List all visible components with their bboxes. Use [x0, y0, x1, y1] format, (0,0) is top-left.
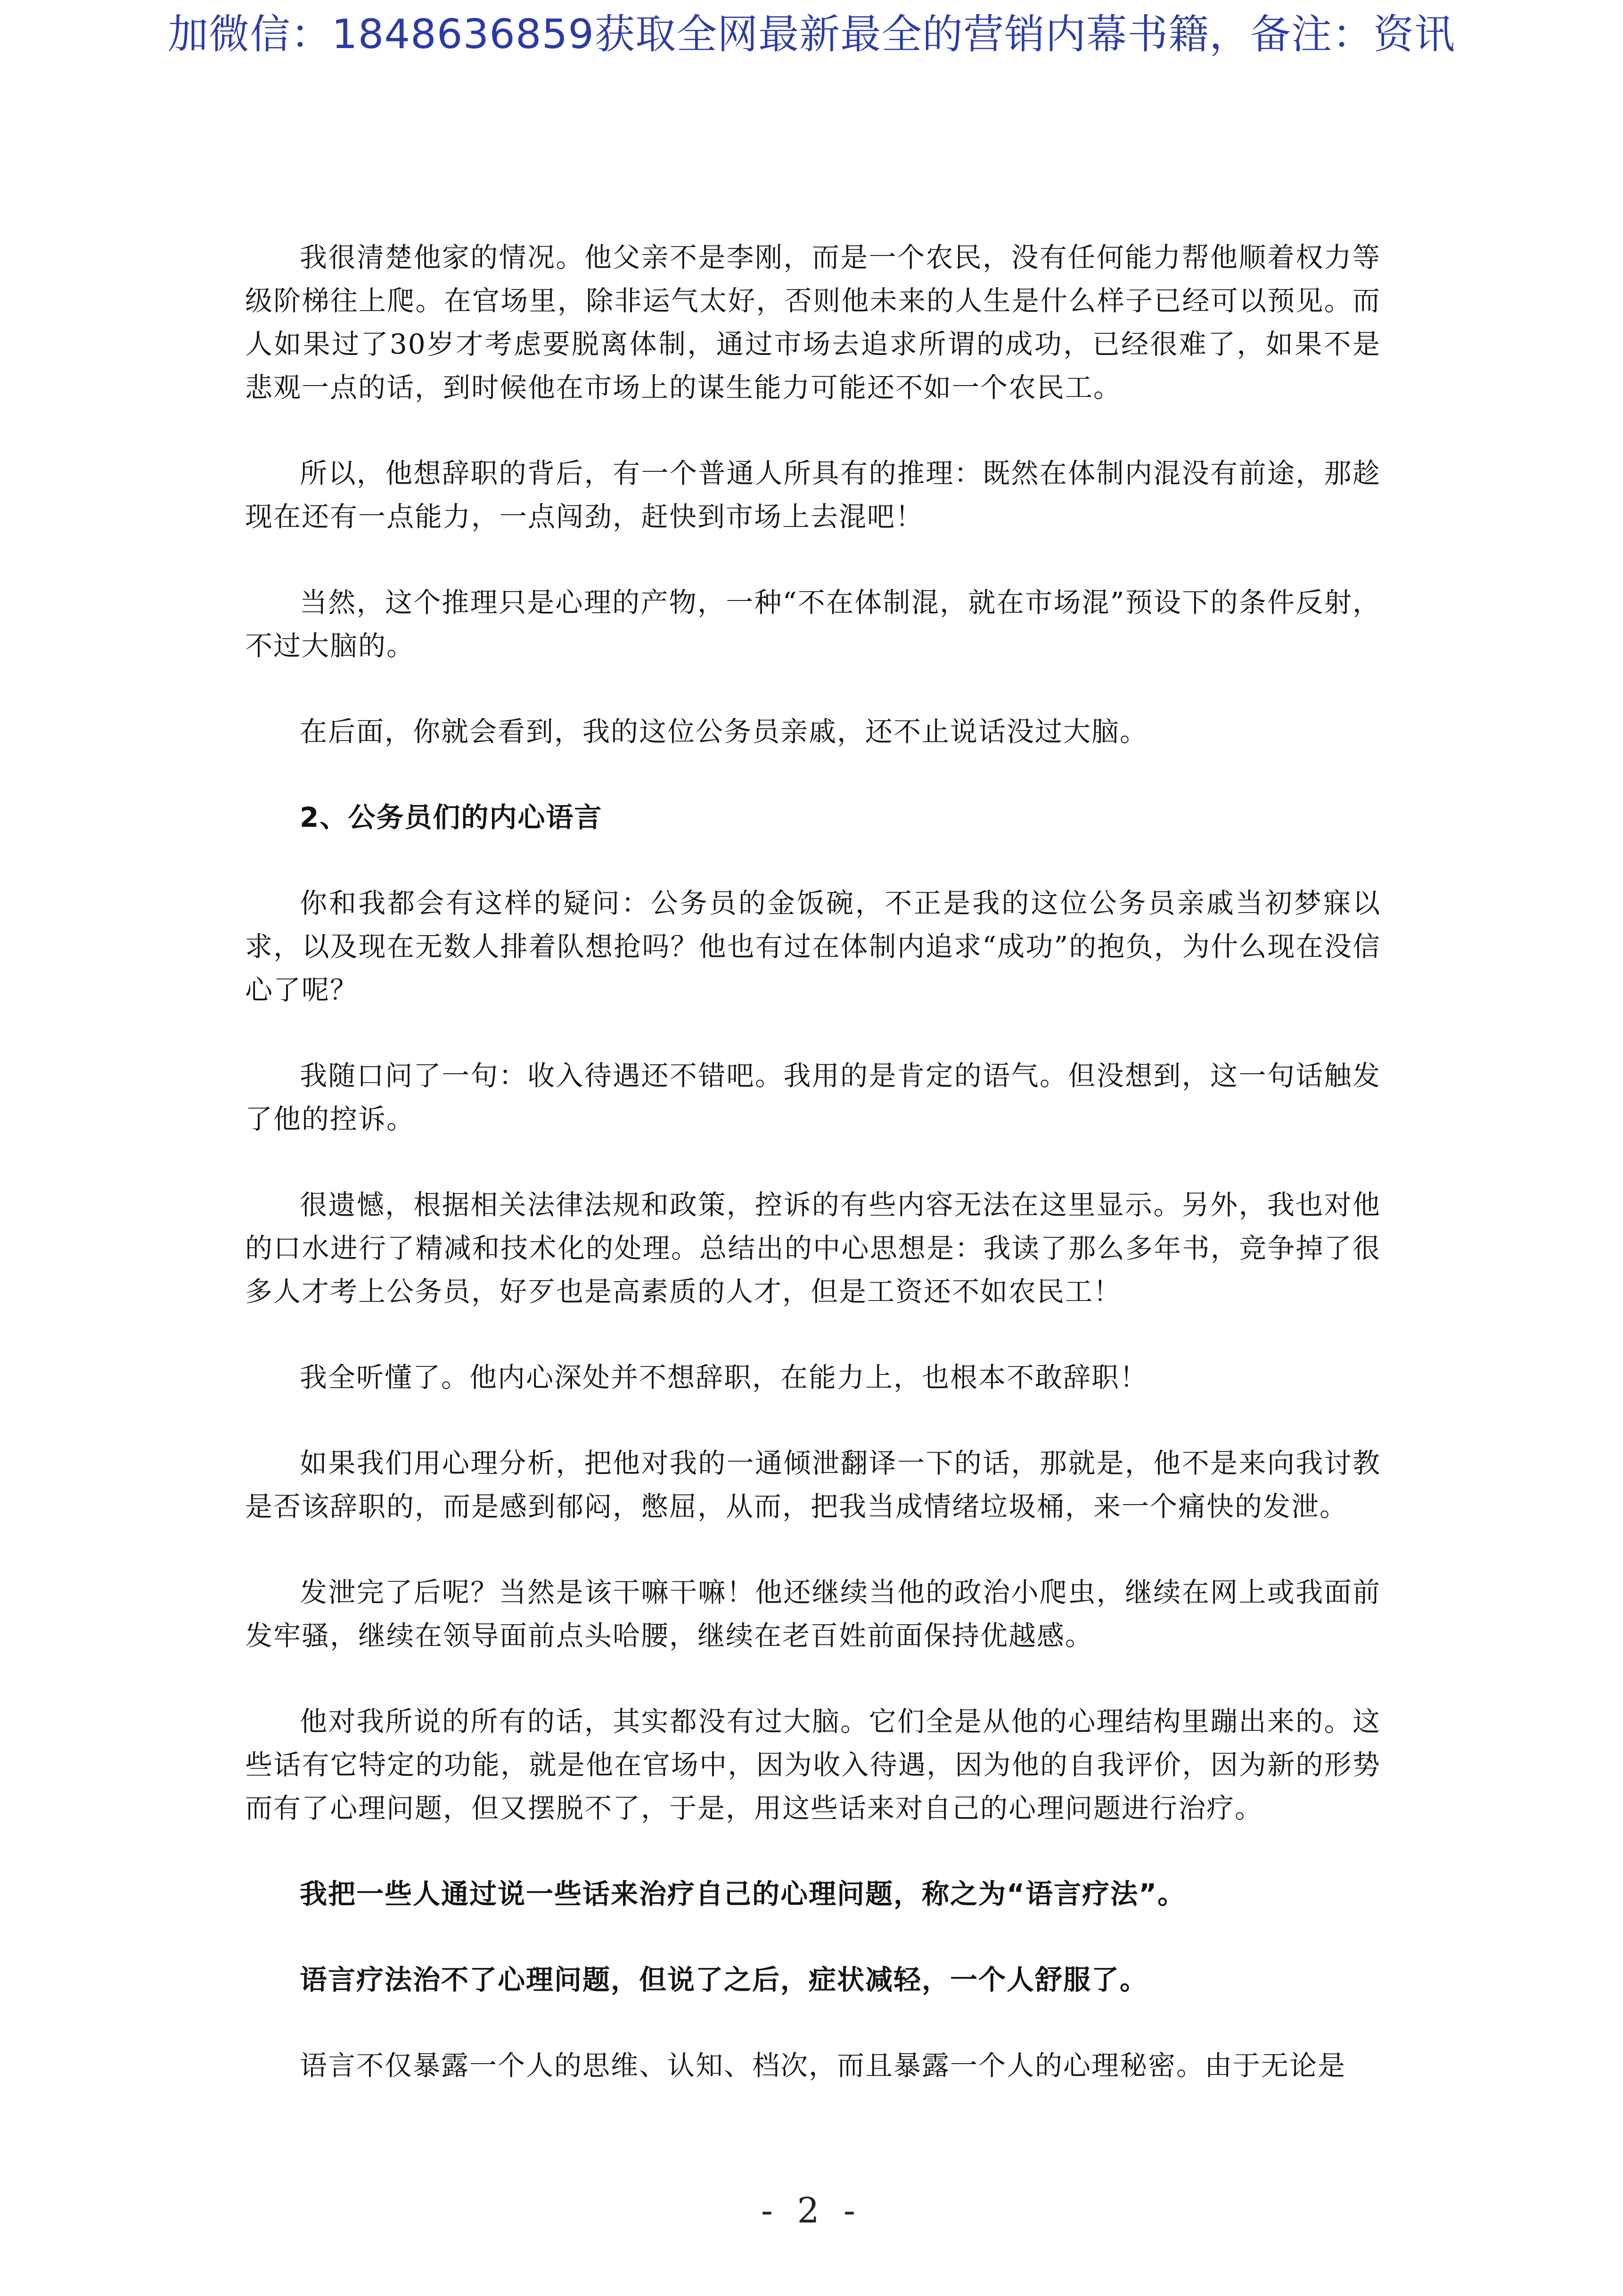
bold-paragraph: 语言疗法治不了心理问题，但说了之后，症状减轻，一个人舒服了。: [300, 1964, 1148, 1996]
paragraph: 很遗憾，根据相关法律法规和政策，控诉的有些内容无法在这里显示。另外，我也对他的口水进行了精减和技术化的处理。总结出的中心思想是：我读了那么多年书，竞争掉了很多人才考上公务员，好歹也是高素质的人才，但是工资还不如农民工！: [245, 1189, 1381, 1308]
paragraph: 我全听懂了。他内心深处并不想辞职，在能力上，也根本不敢辞职！: [300, 1361, 1148, 1393]
paragraph: 他对我所说的所有的话，其实都没有过大脑。它们全是从他的心理结构里蹦出来的。这些话有它特定的功能，就是他在官场中，因为收入待遇，因为他的自我评价，因为新的形势而有了心理问题，但又摆脱不了，于是，用这些话来对自己的心理问题进行治疗。: [245, 1705, 1381, 1824]
page-number: - 2 -: [761, 2190, 862, 2231]
section-heading: 2、公务员们的内心语言: [300, 801, 603, 833]
paragraph: 当然，这个推理只是心理的产物，一种“不在体制混，就在市场混”预设下的条件反射，不过大脑的。: [245, 586, 1381, 662]
paragraph: 发泄完了后呢？当然是该干嘛干嘛！他还继续当他的政治小爬虫，继续在网上或我面前发牢骚，继续在领导面前点头哈腰，继续在老百姓前面保持优越感。: [245, 1576, 1381, 1652]
page-body: [245, 236, 1381, 2087]
watermark-banner: 加微信：1848636859获取全网最新最全的营销内幕书籍，备注：资讯: [167, 11, 1456, 58]
paragraph: 语言不仅暴露一个人的思维、认知、档次，而且暴露一个人的心理秘密。由于无论是: [300, 2049, 1346, 2082]
paragraph: 我随口问了一句：收入待遇还不错吧。我用的是肯定的语气。但没想到，这一句话触发了他的控诉。: [245, 1060, 1381, 1135]
paragraph: 所以，他想辞职的背后，有一个普通人所具有的推理：既然在体制内混没有前途，那趁现在还有一点能力，一点闯劲，赶快到市场上去混吧！: [245, 457, 1381, 533]
bold-paragraph: 我把一些人通过说一些话来治疗自己的心理问题，称之为“语言疗法”。: [300, 1878, 1186, 1910]
paragraph: 如果我们用心理分析，把他对我的一通倾泄翻译一下的话，那就是，他不是来向我讨教是否该辞职的，而是感到郁闷，憋屈，从而，把我当成情绪垃圾桶，来一个痛快的发泄。: [245, 1447, 1381, 1522]
paragraph: 你和我都会有这样的疑问：公务员的金饭碗，不正是我的这位公务员亲戚当初梦寐以求，以及现在无数人排着队想抢吗？他也有过在体制内追求“成功”的抱负，为什么现在没信心了呢？: [245, 887, 1381, 1006]
paragraph: 在后面，你就会看到，我的这位公务员亲戚，还不止说话没过大脑。: [300, 716, 1148, 748]
paragraph: 我很清楚他家的情况。他父亲不是李刚，而是一个农民，没有任何能力帮他顺着权力等级阶梯往上爬。在官场里，除非运气太好，否则他未来的人生是什么样子已经可以预见。而人如果过了30岁才考虑要脱离体制，通过市场去追求所谓的成功，已经很难了，如果不是悲观一点的话，到时候他在市场上的谋生能力可能还不如一个农民工。: [245, 241, 1381, 403]
